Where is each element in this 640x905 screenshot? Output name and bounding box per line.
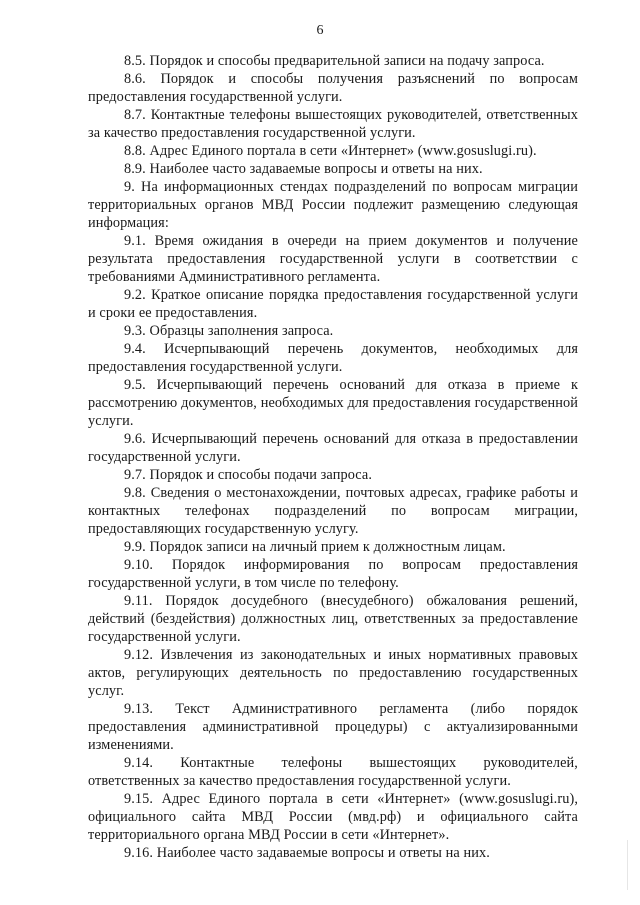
paragraph-9-8: 9.8. Сведения о местонахождении, почтовых адресах, графике работы и контактных телефонах подразделений по вопросам миграции, предоставляющих государственную услугу. xyxy=(88,485,578,537)
page-number: 6 xyxy=(316,23,324,38)
document-body xyxy=(88,52,578,862)
paragraph-9-14: 9.14. Контактные телефоны вышестоящих руководителей, ответственных за качество предоставления государственной услуги. xyxy=(88,755,578,789)
paragraph-9: 9. На информационных стендах подразделений по вопросам миграции территориальных органов МВД России подлежит размещению следующая информация: xyxy=(88,179,578,231)
paragraph-9-16: 9.16. Наиболее часто задаваемые вопросы и ответы на них. xyxy=(124,845,490,861)
scan-margin-line xyxy=(627,840,628,890)
paragraph-8-6: 8.6. Порядок и способы получения разъяснений по вопросам предоставления государственной услуги. xyxy=(88,71,578,105)
paragraph-9-13: 9.13. Текст Административного регламента (либо порядок предоставления административной процедуры) с актуализированными изменениями. xyxy=(88,701,578,753)
paragraph-9-1: 9.1. Время ожидания в очереди на прием документов и получение результата предоставления государственной услуги в соответствии с требованиями Административного регламента. xyxy=(88,233,578,285)
paragraph-8-5: 8.5. Порядок и способы предварительной записи на подачу запроса. xyxy=(124,53,545,69)
paragraph-9-10: 9.10. Порядок информирования по вопросам предоставления государственной услуги, в том числе по телефону. xyxy=(88,557,578,591)
paragraph-9-7: 9.7. Порядок и способы подачи запроса. xyxy=(124,467,373,483)
paragraph-9-15: 9.15. Адрес Единого портала в сети «Интернет» (www.gosuslugi.ru), официального сайта МВД России (мвд.рф) и официального сайта территориального органа МВД России в сети «Интернет». xyxy=(88,791,578,843)
paragraph-8-8: 8.8. Адрес Единого портала в сети «Интернет» (www.gosuslugi.ru). xyxy=(124,143,537,159)
paragraph-9-6: 9.6. Исчерпывающий перечень оснований для отказа в предоставлении государственной услуги. xyxy=(88,431,578,465)
paragraph-9-4: 9.4. Исчерпывающий перечень документов, необходимых для предоставления государственной услуги. xyxy=(88,341,578,375)
paragraph-9-2: 9.2. Краткое описание порядка предоставления государственной услуги и сроки ее предоставления. xyxy=(88,287,578,321)
paragraph-9-12: 9.12. Извлечения из законодательных и иных нормативных правовых актов, регулирующих деятельность по предоставлению государственных услуг. xyxy=(88,647,578,699)
paragraph-8-9: 8.9. Наиболее часто задаваемые вопросы и ответы на них. xyxy=(124,161,483,177)
paragraph-9-3: 9.3. Образцы заполнения запроса. xyxy=(124,323,334,339)
paragraph-8-7: 8.7. Контактные телефоны вышестоящих руководителей, ответственных за качество предоставления государственной услуги. xyxy=(88,107,578,141)
paragraph-9-9: 9.9. Порядок записи на личный прием к должностным лицам. xyxy=(124,539,506,555)
paragraph-9-11: 9.11. Порядок досудебного (внесудебного) обжалования решений, действий (бездействия) должностных лиц, ответственных за предоставление государственной услуги. xyxy=(88,593,578,645)
paragraph-9-5: 9.5. Исчерпывающий перечень оснований для отказа в приеме к рассмотрению документов, необходимых для предоставления государственной услуги. xyxy=(88,377,578,429)
